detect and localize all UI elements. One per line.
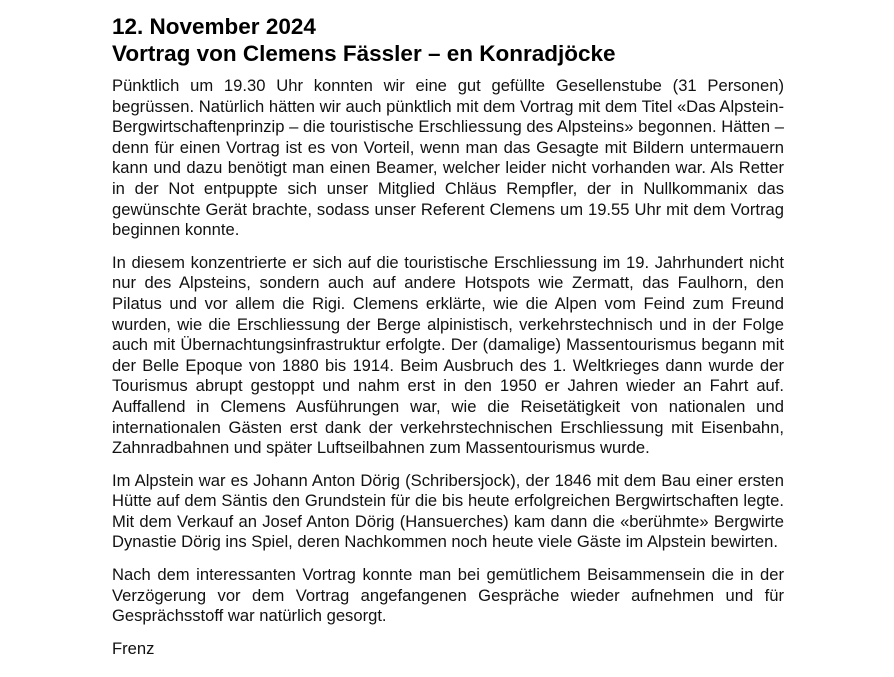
paragraph-3: Im Alpstein war es Johann Anton Dörig (Schribersjock), der 1846 mit dem Bau einer ersten Hütte auf dem Säntis den Grundstein für die bis heute erfolgreichen Bergwirtschaften legte. Mit dem Verkauf an Josef Anton Dörig (Hansuerches) kam dann die «berühmte» Bergwirte Dynastie Dörig ins Spiel, deren Nachkommen noch heute viele Gäste im Alpstein bewirten. <box>112 470 784 552</box>
paragraph-2: In diesem konzentrierte er sich auf die touristische Erschliessung im 19. Jahrhundert nicht nur des Alpsteins, sondern auch auf andere Hotspots wie Zermatt, das Faulhorn, den Pilatus und vor allem die Rigi. Clemens erklärte, wie die Alpen vom Feind zum Freund wurden, wie die Erschliessung der Berge alpinistisch, verkehrstechnisch und in der Folge auch mit Übernachtungsinfrastruktur erfolgte. Der (damalige) Massentourismus begann mit der Belle Epoque von 1880 bis 1914. Beim Ausbruch des 1. Weltkrieges dann wurde der Tourismus abrupt gestoppt und nahm erst in den 1950 er Jahren wieder an Fahrt auf. Auffallend in Clemens Ausführungen war, wie die Reisetätigkeit von nationalen und internationalen Gästen erst dank der verkehrstechnischen Erschliessung mit Eisenbahn, Zahnradbahnen und später Luftseilbahnen zum Massentourismus wurde. <box>112 252 784 458</box>
paragraph-4: Nach dem interessanten Vortrag konnte man bei gemütlichem Beisammensein die in der Verzögerung vor dem Vortrag angefangenen Gespräche wieder aufnehmen und für Gesprächsstoff war natürlich gesorgt. <box>112 565 784 626</box>
author-signature: Frenz <box>112 638 155 658</box>
paragraph-1: Pünktlich um 19.30 Uhr konnten wir eine gut gefüllte Gesellenstube (31 Personen) begrüssen. Natürlich hätten wir auch pünktlich mit dem Vortrag mit dem Titel «Das Alpstein-Bergwirtschaftenprinzip – die touristische Erschliessung des Alpsteins» begonnen. Hätten – denn für einen Vortrag ist es von Vorteil, wenn man das Gesagte mit Bildern untermauern kann und dazu benötigt man einen Beamer, welcher leider nicht vorhanden war. Als Retter in der Not entpuppte sich unser Mitglied Chläus Rempfler, der in Nullkommanix das gewünschte Gerät brachte, sodass unser Referent Clemens um 19.55 Uhr mit dem Vortrag beginnen konnte. <box>112 76 784 240</box>
article-title: Vortrag von Clemens Fässler – en Konradjöcke <box>112 41 616 66</box>
article-heading <box>112 13 784 67</box>
article-date: 12. November 2024 <box>112 14 316 39</box>
article <box>112 13 784 659</box>
